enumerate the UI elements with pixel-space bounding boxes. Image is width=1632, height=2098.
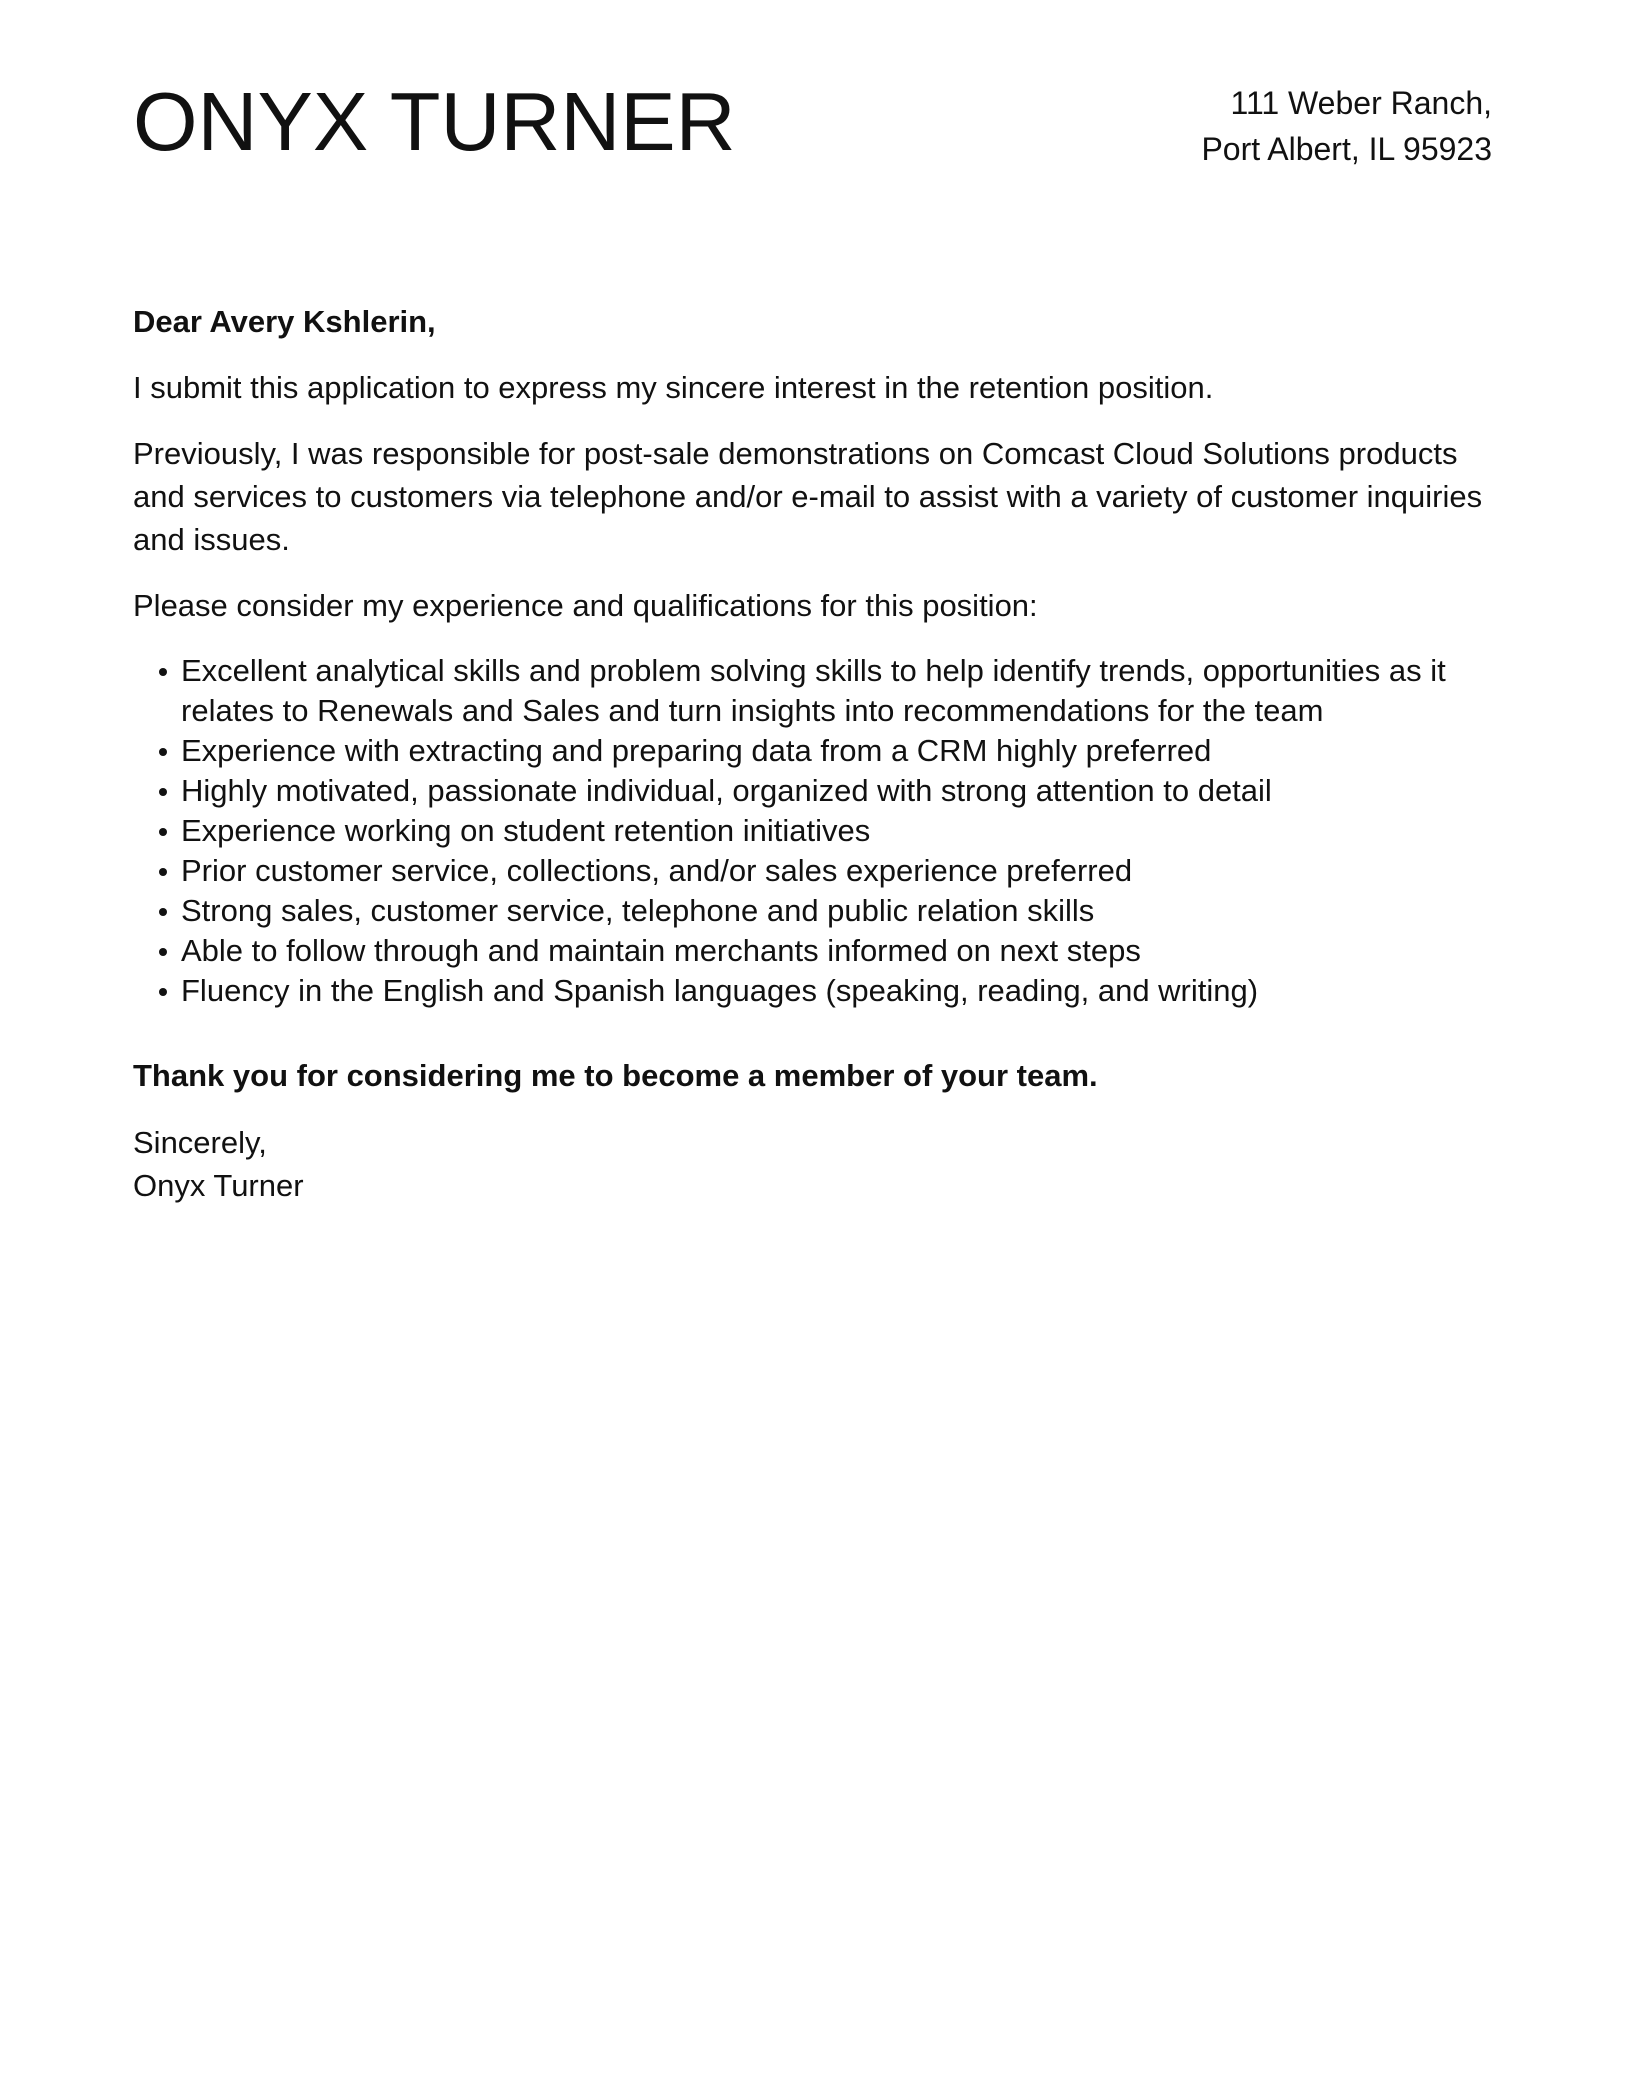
bullet-icon (159, 868, 167, 876)
bullet-icon (159, 668, 167, 676)
salutation: Dear Avery Kshlerin, (133, 304, 436, 339)
signature-name: Onyx Turner (133, 1168, 304, 1203)
applicant-address (1072, 80, 1492, 172)
bullet-icon (159, 788, 167, 796)
qualification-text: Experience with extracting and preparing data from a CRM highly preferred (181, 733, 1212, 768)
qualification-item (133, 731, 1503, 771)
valediction: Sincerely, (133, 1125, 267, 1160)
qualification-text: Fluency in the English and Spanish languages (speaking, reading, and writing) (181, 973, 1259, 1008)
applicant-name-heading: ONYX TURNER (133, 75, 736, 168)
letter-body (133, 300, 1503, 1207)
experience-paragraph: Previously, I was responsible for post-sale demonstrations on Comcast Cloud Solutions products and services to customers via telephone and/or e-mail to assist with a variety of customer inquiries and issues. (133, 436, 1483, 557)
bullet-icon (159, 828, 167, 836)
qualification-text: Able to follow through and maintain merchants informed on next steps (181, 933, 1141, 968)
bullet-icon (159, 988, 167, 996)
qualifications-list (133, 651, 1503, 1011)
qualification-item (133, 931, 1503, 971)
thank-you-statement: Thank you for considering me to become a member of your team. (133, 1058, 1098, 1093)
qualification-text: Experience working on student retention initiatives (181, 813, 871, 848)
bullet-icon (159, 908, 167, 916)
address-line-1: 111 Weber Ranch, (1230, 85, 1492, 121)
qualifications-intro: Please consider my experience and qualifications for this position: (133, 588, 1038, 623)
qualification-item (133, 771, 1503, 811)
qualification-text: Strong sales, customer service, telephone and public relation skills (181, 893, 1095, 928)
qualification-text: Highly motivated, passionate individual, organized with strong attention to detail (181, 773, 1272, 808)
qualification-item (133, 851, 1503, 891)
bullet-icon (159, 748, 167, 756)
intro-paragraph: I submit this application to express my sincere interest in the retention position. (133, 370, 1214, 405)
qualification-text: Excellent analytical skills and problem solving skills to help identify trends, opportunities as it relates to Renewals and Sales and turn insights into recommendations for the team (181, 653, 1446, 728)
address-line-2: Port Albert, IL 95923 (1201, 131, 1492, 167)
qualification-item (133, 651, 1503, 731)
qualification-text: Prior customer service, collections, and/or sales experience preferred (181, 853, 1133, 888)
closing-block (133, 1121, 1503, 1207)
qualification-item (133, 811, 1503, 851)
qualification-item (133, 971, 1503, 1011)
bullet-icon (159, 948, 167, 956)
qualification-item (133, 891, 1503, 931)
